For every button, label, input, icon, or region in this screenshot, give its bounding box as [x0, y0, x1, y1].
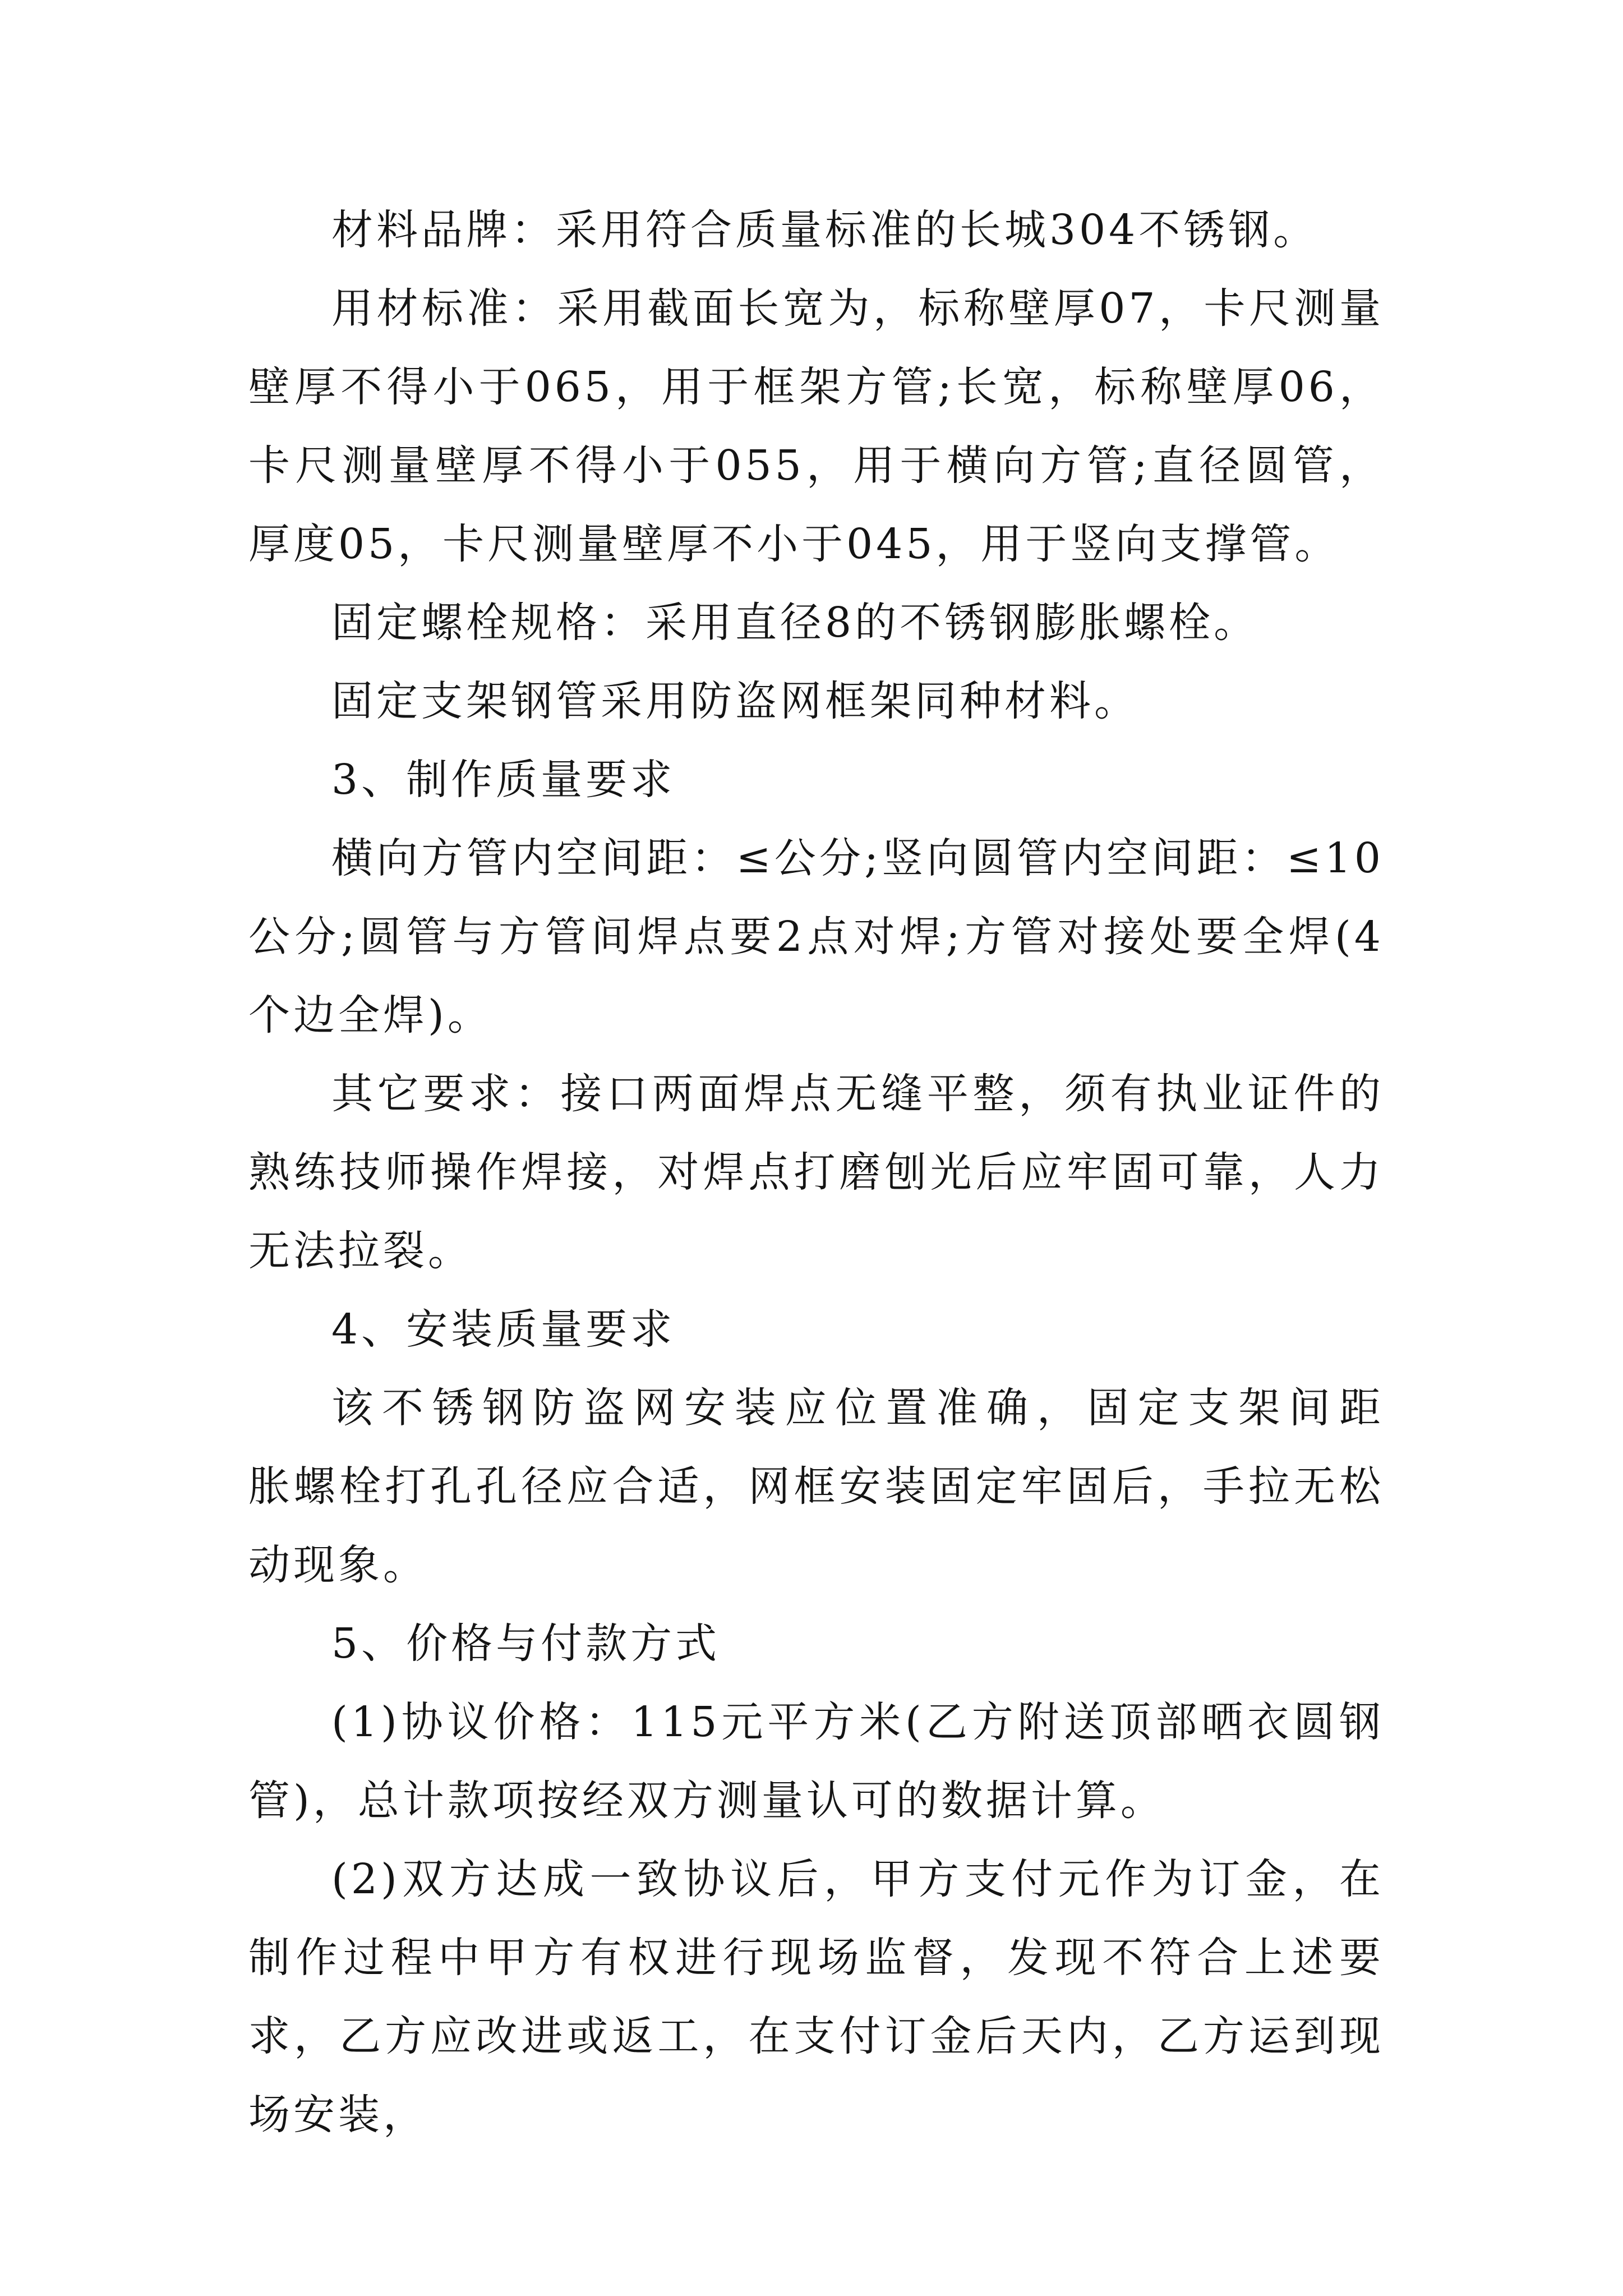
heading-price-payment: 5、价格与付款方式 [331, 1619, 721, 1668]
heading-manufacturing-quality: 3、制作质量要求 [331, 756, 676, 804]
paragraph-deposit: (2)双方达成一致协议后，甲方支付元作为订金，在制作过程中甲方有权进行现场监督，发现不符合上述要求，乙方应改进或返工，在支付订金后天内，乙方运到现场安装， [248, 1855, 1384, 2139]
paragraph-bolt-spec: 固定螺栓规格：采用直径8的不锈钢膨胀螺栓。 [331, 599, 1259, 647]
heading-installation-quality: 4、安装质量要求 [331, 1305, 676, 1354]
paragraph-installation: 该不锈钢防盗网安装应位置准确，固定支架间距 胀螺栓打孔孔径应合适，网框安装固定牢固后，手拉无松动现象。 [248, 1384, 1474, 1589]
paragraph-agreed-price: (1)协议价格：115元平方米(乙方附送顶部晒衣圆钢管)，总计款项按经双方测量认可的数据计算。 [248, 1698, 1384, 1825]
paragraph-material-brand: 材料品牌：采用符合质量标准的长城304不锈钢。 [331, 206, 1318, 254]
document-page [248, 191, 1474, 2154]
paragraph-material-standard: 用材标准：采用截面长宽为，标称壁厚07，卡尺测量壁厚不得小于065，用于框架方管;长宽，标称壁厚06，卡尺测量壁厚不得小于055，用于横向方管;直径圆管，厚度05，卡尺测量壁厚不小于045，用于竖向支撑管。 [248, 284, 1384, 568]
paragraph-other-requirements: 其它要求：接口两面焊点无缝平整，须有执业证件的熟练技师操作焊接，对焊点打磨刨光后应牢固可靠，人力无法拉裂。 [248, 1070, 1384, 1275]
paragraph-bracket-material: 固定支架钢管采用防盗网框架同种材料。 [331, 677, 1139, 725]
paragraph-spacing-welding: 横向方管内空间距：≤公分;竖向圆管内空间距：≤10公分;圆管与方管间焊点要2点对焊;方管对接处要全焊(4个边全焊)。 [248, 834, 1384, 1039]
